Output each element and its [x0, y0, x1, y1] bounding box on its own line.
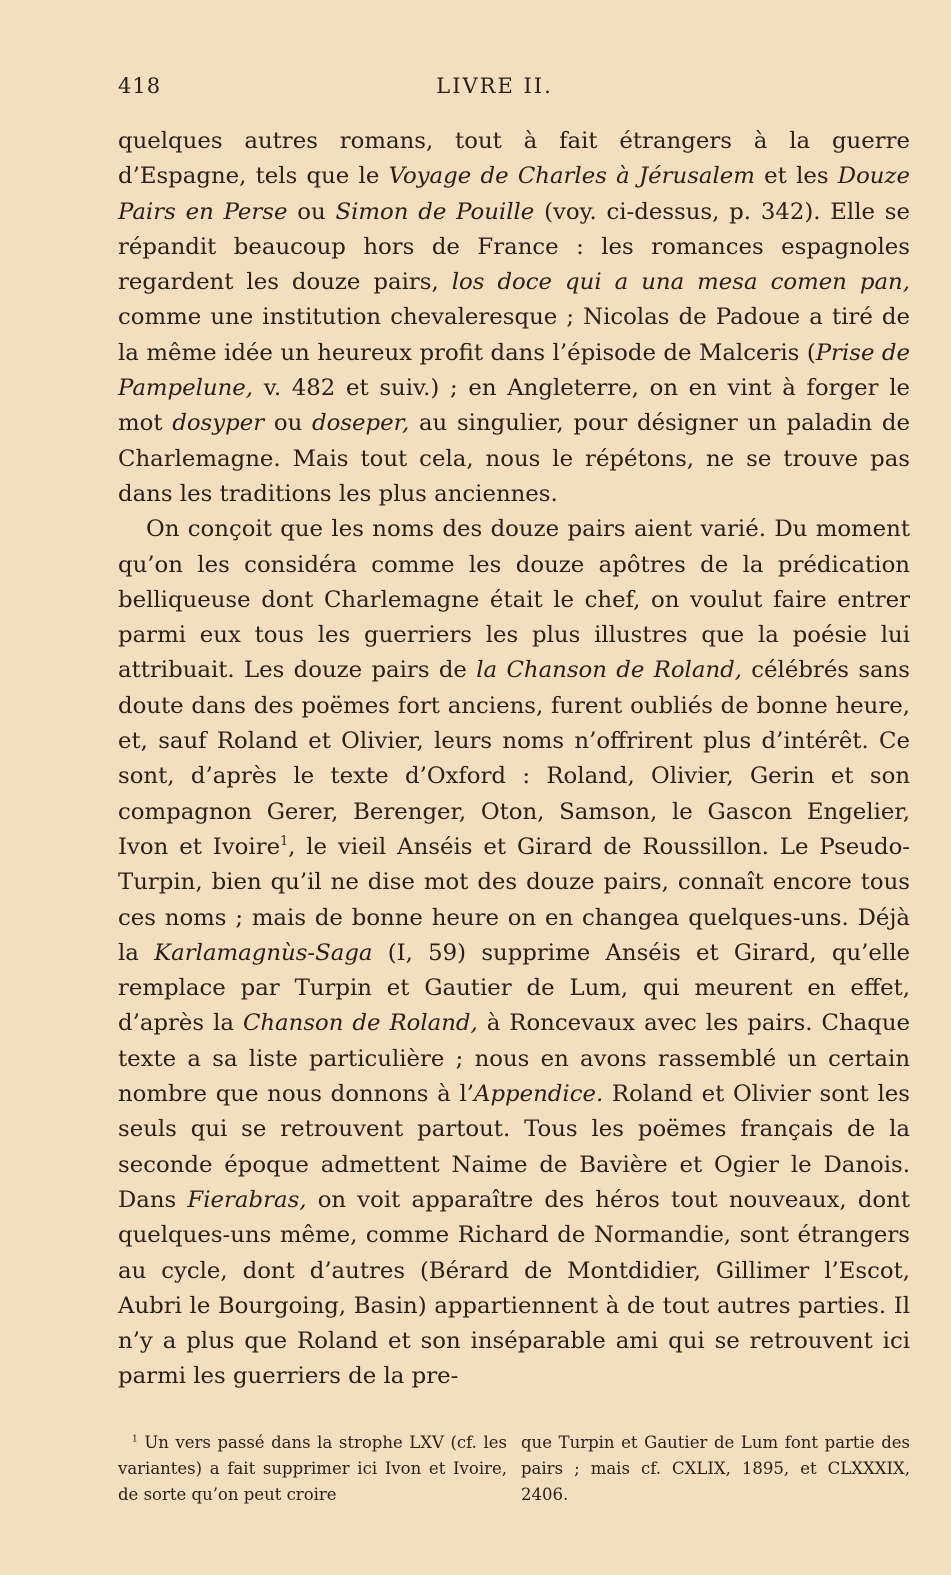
footnote-ref[interactable]: 1	[280, 833, 289, 849]
paragraph-1	[118, 124, 910, 512]
italic-title: Voyage de Charles à Jérusalem	[388, 163, 755, 190]
text-run: (voy. ci-dessus, p. 342). Elle se répandit beaucoup hors de France : les romances espagnoles regardent les douze pairs,	[118, 198, 910, 296]
italic-title: Fierabras,	[187, 1186, 307, 1213]
text-run: ou	[264, 410, 312, 437]
italic-quote: los doce qui a una mesa comen pan,	[451, 269, 910, 296]
text-run: à Roncevaux avec les pairs. Chaque texte a sa liste particulière ; nous en avons rassemblé un certain nombre que nous donnons à l’	[118, 1010, 910, 1108]
italic-title: Simon de Pouille	[335, 198, 535, 225]
italic-title: Chanson de Roland,	[242, 1010, 478, 1037]
text-run: (I, 59) supprime Anséis et Girard, qu’elle remplace par Turpin et Gautier de Lum, qui meurent en effet, d’après la	[118, 939, 910, 1037]
text-run: comme une institution chevaleresque ; Nicolas de Padoue a tiré de la même idée un heureux profit dans l’épisode de Malceris (	[118, 304, 910, 366]
running-head	[118, 74, 911, 106]
italic-word: dosyper	[172, 410, 265, 437]
footnote-text: que Turpin et Gautier de Lum font partie des pairs ; mais cf. CXLIX, 1895, et CLXXXIX, 2406.	[521, 1433, 910, 1504]
text-run: On conçoit que les noms des douze pairs aient varié. Du moment qu’on les considéra comme les douze apôtres de la prédication belliqueuse dont Charlemagne était le chef, on voulut faire entrer parmi eux tous les guerriers les plus illustres que la poésie lui attribuait. Les douze pairs de	[118, 516, 910, 684]
paragraph-2	[118, 512, 910, 1394]
footnote-column-1	[118, 1430, 507, 1508]
text-run: v. 482 et suiv.) ; en Angleterre, on en vint à forger le mot	[118, 375, 910, 437]
text-run: au singulier, pour désigner un paladin de Charlemagne. Mais tout cela, nous le répétons, ne se trouve pas dans les traditions les plus anciennes.	[118, 410, 910, 507]
italic-word: Appendice.	[473, 1081, 604, 1108]
footnotes	[118, 1430, 910, 1508]
text-run: Roland et Olivier sont les seuls qui se retrouvent partout. Tous les poëmes français de la seconde époque admettent Naime de Bavière et Ogier le Danois. Dans	[118, 1081, 910, 1213]
italic-title: Karlamagnùs-Saga	[154, 939, 373, 966]
footnote-column-2	[521, 1430, 910, 1508]
text-run: célébrés sans doute dans des poëmes fort anciens, furent oubliés de bonne heure, et, sauf Roland et Olivier, leurs noms n’offrirent plus d’intérêt. Ce sont, d’après le texte d’Oxford : Roland, Olivier, Gerin et son compagnon Gerer, Berenger, Oton, Samson, le Gascon Engelier, Ivon et Ivoire	[118, 657, 910, 860]
italic-title: Prise de Pampelune,	[118, 339, 910, 402]
italic-word: doseper,	[312, 410, 410, 437]
italic-title: la Chanson de Roland,	[476, 657, 742, 684]
text-run: quelques autres romans, tout à fait étrangers à la guerre d’Espagne, tels que le	[118, 128, 910, 190]
footnote-text: Un vers passé dans la strophe LXV (cf. les variantes) a fait supprimer ici Ivon et Ivoire, de sorte qu’on peut croire	[118, 1433, 507, 1504]
text-run: ou	[287, 198, 336, 225]
page-number: 418	[118, 74, 162, 98]
italic-title: Douze Pairs en Perse	[118, 163, 910, 225]
body-text	[118, 124, 910, 1395]
text-run: on voit apparaître des héros tout nouveaux, dont quelques-uns même, comme Richard de Normandie, sont étrangers au cycle, dont d’autres (Bérard de Montdidier, Gillimer l’Escot, Aubri le Bourgoing, Basin) appartiennent à de tout autres parties. Il n’y a plus que Roland et son inséparable ami qui se retrouvent ici parmi les guerriers de la pre-	[118, 1186, 911, 1390]
running-title: LIVRE II.	[436, 74, 553, 98]
text-run: , le vieil Anséis et Girard de Roussillon. Le Pseudo-Turpin, bien qu’il ne dise mot des douze pairs, connaît encore tous ces noms ; mais de bonne heure on en changea quelques-uns. Déjà la	[118, 833, 910, 966]
footnote-marker: 1	[132, 1434, 138, 1445]
text-run: et les	[754, 163, 838, 190]
